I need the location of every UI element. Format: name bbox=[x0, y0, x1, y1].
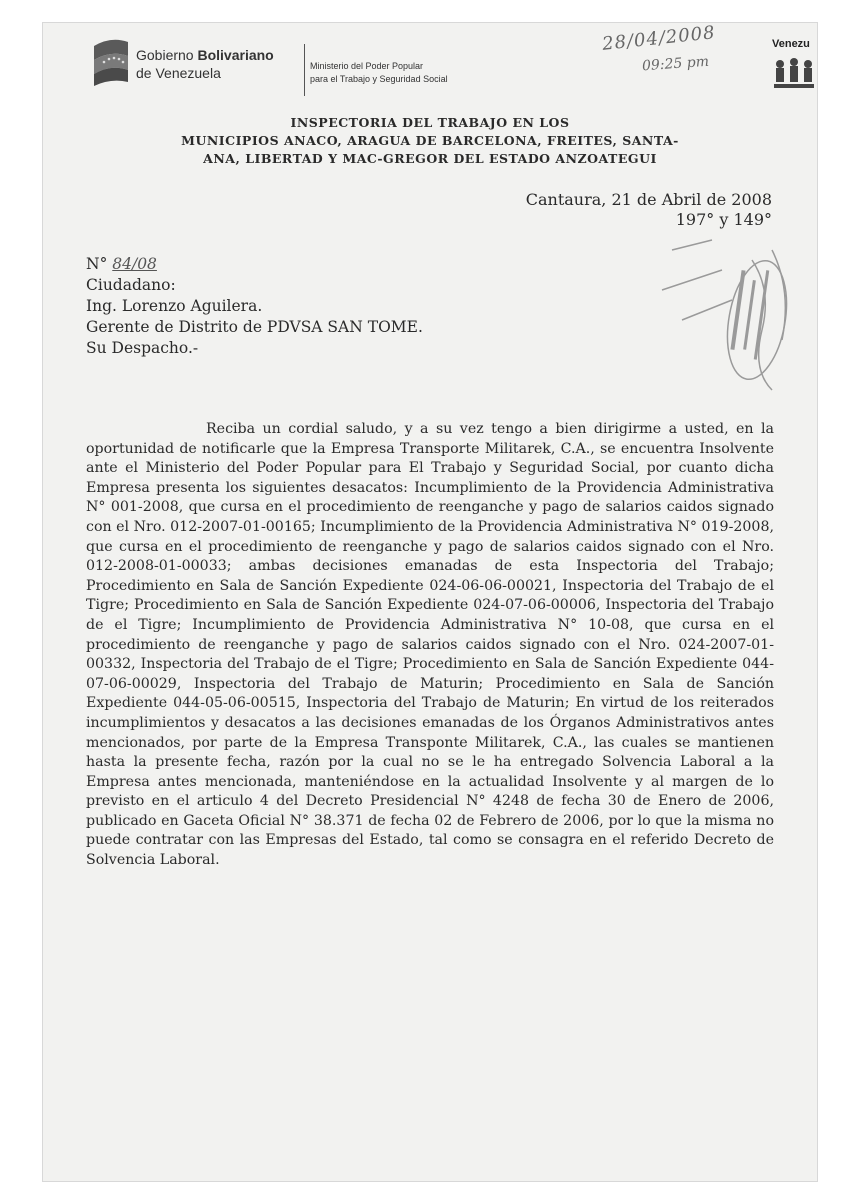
letter-number: N° 84/08 bbox=[86, 255, 157, 273]
letterhead bbox=[42, 22, 818, 100]
government-name: Gobierno Bolivariano de Venezuela bbox=[136, 47, 274, 81]
letterhead-divider bbox=[304, 44, 305, 96]
handwritten-received-date: 28/04/2008 bbox=[601, 22, 717, 55]
letter-date: Cantaura, 21 de Abril de 2008 197° y 149° bbox=[525, 190, 772, 229]
handwritten-received-time: 09:25 pm bbox=[641, 53, 710, 75]
letter-body: Reciba un cordial saludo, y a su vez tengo a bien dirigirme a usted, en la oportunidad de notificarle que la Empresa Transporte Militarek, C.A., se encuentra Insolvente ante el Ministerio del Poder Popular para El Trabajo y Seguridad Social, por cuanto dicha Empresa presenta los siguientes desacatos: Incumplimiento de la Providencia Administrativa N° 001-2008, que cursa en el procedimiento de reenganche y pago de salarios caidos signado con el Nro. 012-2007-01-00165; Incumplimiento de la Providencia Administrativa N° 019-2008, que cursa en el procedimiento de reenganche y pago de salarios caidos signado con el Nro. 012-2008-01-00033; ambas decisiones emanadas de esta Inspectoria del Trabajo; Procedimiento en Sala de Sanción Expediente 024-06-06-00021, Inspectoria del Trabajo de el Tigre; Procedimiento en Sala de Sanción Expediente 024-07-06-00006, Inspectoria del Trabajo de el Tigre; Incumplimiento de Providencia Administrativa N° 10-08, que cursa en el procedimiento de reenganche y pago de salarios caidos signado con el Nro. 024-2007-01-00332, Inspectoria del Trabajo de el Tigre; Procedimiento en Sala de Sanción Expediente 044-07-06-00029, Inspectoria del Trabajo de Maturin; Procedimiento en Sala de Sanción Expediente 044-05-06-00515, Inspectoria del Trabajo de Maturin; En virtud de los reiterados incumplimientos y desacatos a las decisiones emanadas de los Órganos Administrativos antes mencionados, por parte de la Empresa Transponte Militarek, C.A., las cuales se mantienen hasta la presente fecha, razón por la cual no se le ha entregado Solvencia Laboral a la Empresa antes mencionada, manteniéndose en la actualidad Insolvente y al margen de lo previsto en el articulo 4 del Decreto Presidencial N° 4248 de fecha 30 de Enero de 2006, publicado en Gaceta Oficial N° 38.371 de fecha 02 de Febrero de 2006, por lo que la misma no puede contratar con las Empresas del Estado, tal como se consagra en el referido Decreto de Solvencia Laboral. bbox=[86, 421, 774, 869]
office-title: INSPECTORIA DEL TRABAJO EN LOS MUNICIPIOS ANACO, ARAGUA DE BARCELONA, FREITES, SANTA- ANA, LIBERTAD Y MAC-GREGOR DEL ESTADO ANZOATEGUI bbox=[181, 115, 679, 166]
right-logo-label: Venezu bbox=[772, 38, 810, 50]
ministry-name: Ministerio del Poder Popular para el Trabajo y Seguridad Social bbox=[310, 61, 448, 84]
addressee-block: N° 84/08 Ciudadano: Ing. Lorenzo Aguilera. Gerente de Distrito de PDVSA SAN TOME. Su Despacho.- bbox=[86, 255, 423, 357]
venezuela-logo-figures bbox=[770, 40, 818, 98]
venezuela-flag-logo bbox=[90, 32, 132, 86]
received-stamp bbox=[652, 230, 802, 400]
document-page bbox=[42, 22, 818, 1182]
